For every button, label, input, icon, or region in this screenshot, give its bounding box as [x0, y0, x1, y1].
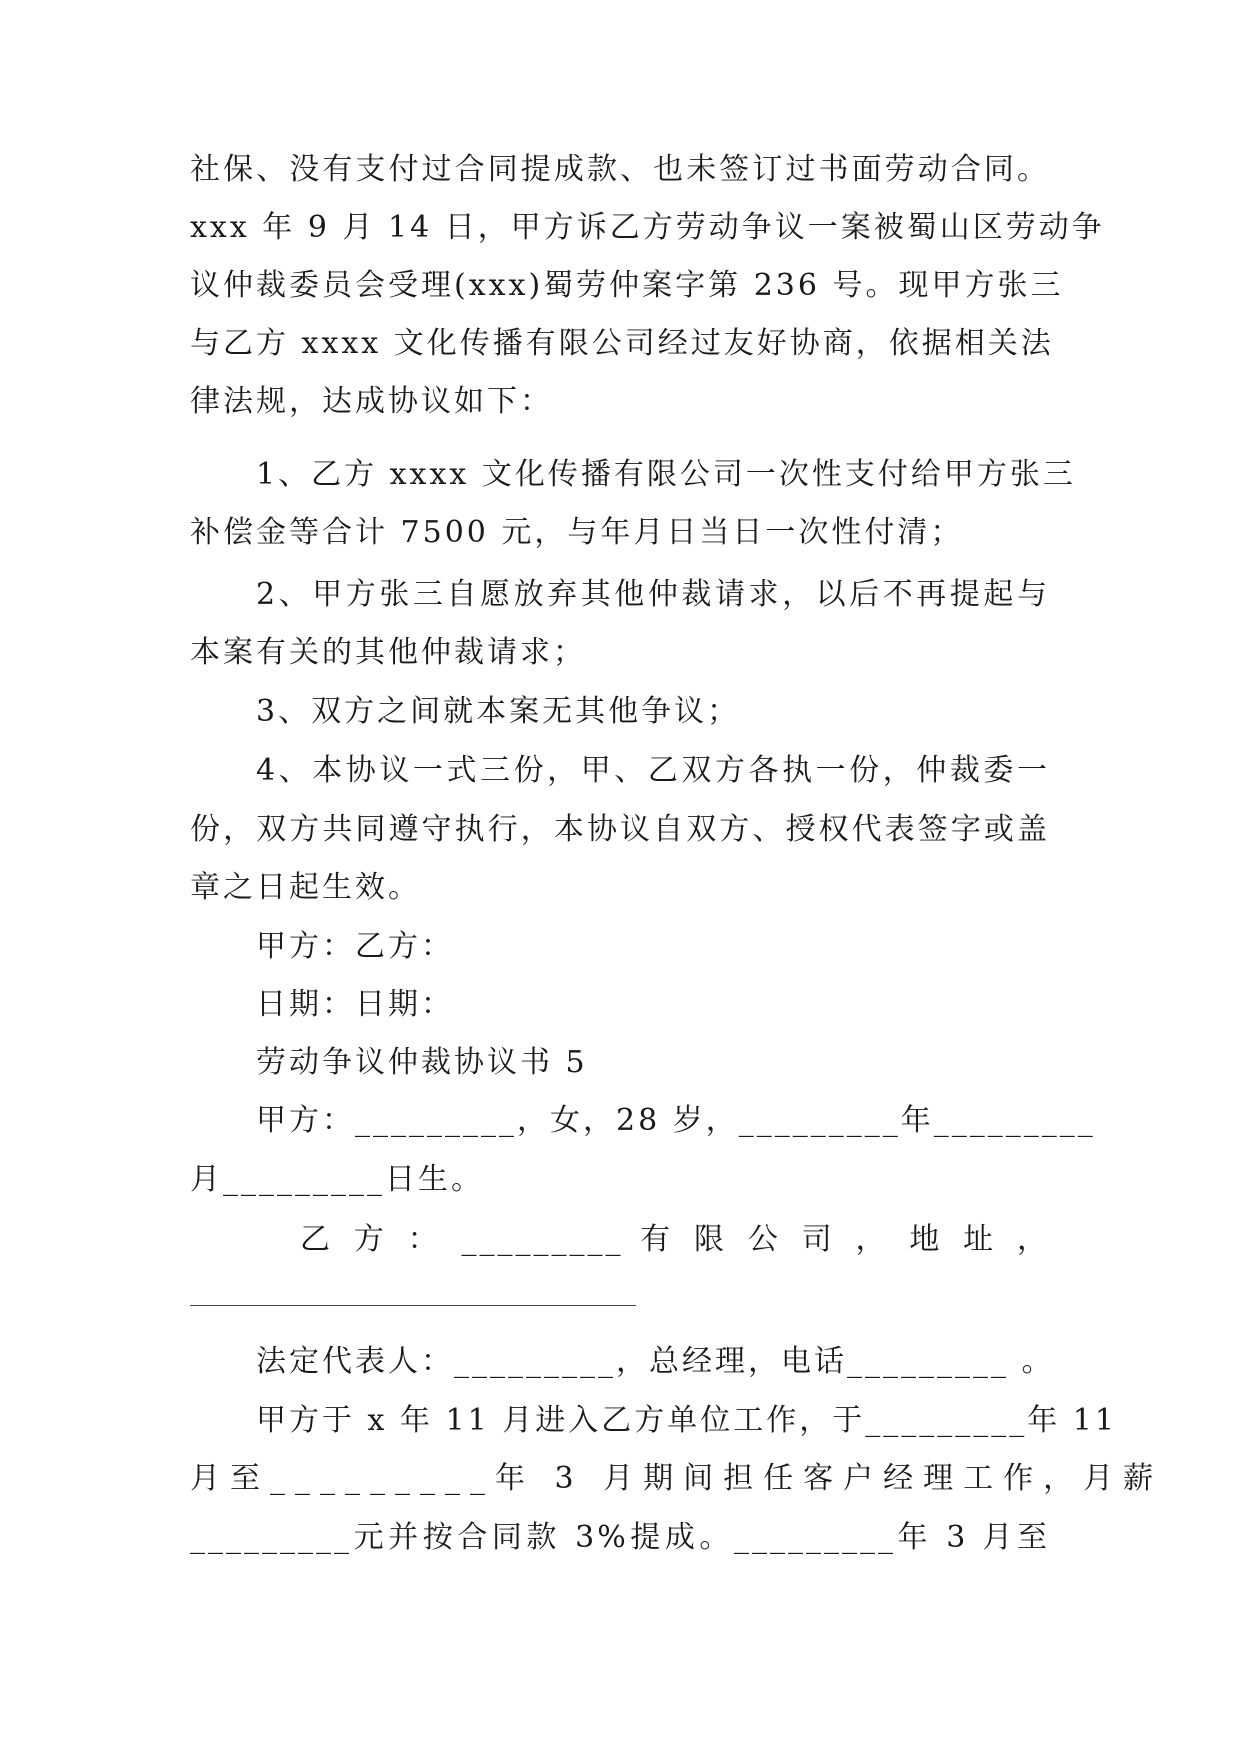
clause-1-line-1: 1、乙方 xxxx 文化传播有限公司一次性支付给甲方张三 [256, 457, 1076, 492]
legal-representative-line: 法定代表人：_________，总经理，电话_________ 。 [256, 1344, 1055, 1379]
body-line-1: 甲方于 x 年 11 月进入乙方单位工作，于_________年 11 [256, 1403, 1117, 1438]
body-line-2: 月至_________年 3 月期间担任客户经理工作，月薪 [190, 1461, 1164, 1496]
party-a-line-1: 甲方：_________，女，28 岁，_________年_________ [256, 1103, 1096, 1138]
signature-dates: 日期：日期： [256, 987, 454, 1022]
signature-parties: 甲方：乙方： [256, 929, 454, 964]
body-line-3: _________元并按合同款 3%提成。_________年 3 月至 [190, 1520, 1050, 1555]
clause-4-line-2: 份，双方共同遵守执行，本协议自双方、授权代表签字或盖 [190, 812, 1050, 847]
clause-4-line-3: 章之日起生效。 [190, 870, 421, 905]
clause-2-line-2: 本案有关的其他仲裁请求； [190, 635, 586, 670]
section-title: 劳动争议仲裁协议书 5 [256, 1045, 588, 1080]
clause-1-line-2: 补偿金等合计 7500 元，与年月日当日一次性付清； [190, 515, 964, 550]
party-a-line-2: 月_________日生。 [190, 1162, 484, 1197]
clause-2-line-1: 2、甲方张三自愿放弃其他仲裁请求，以后不再提起与 [256, 577, 1050, 612]
clause-4-line-1: 4、本协议一式三份，甲、乙双方各执一份，仲裁委一 [256, 753, 1050, 788]
address-blank-line [190, 1305, 636, 1306]
text-line-4: 与乙方 xxxx 文化传播有限公司经过友好协商，依据相关法 [190, 326, 1054, 361]
party-b-line: 乙 方 ： _________ 有 限 公 司 ， 地 址 ， [300, 1222, 1050, 1257]
text-line-3: 议仲裁委员会受理(xxx)蜀劳仲案字第 236 号。现甲方张三 [190, 268, 1064, 303]
clause-3-line: 3、双方之间就本案无其他争议； [256, 694, 741, 729]
text-line-2: xxx 年 9 月 14 日，甲方诉乙方劳动争议一案被蜀山区劳动争 [190, 210, 1105, 245]
text-line-5: 律法规，达成协议如下： [190, 384, 553, 419]
text-line-1: 社保、没有支付过合同提成款、也未签订过书面劳动合同。 [190, 152, 1050, 187]
